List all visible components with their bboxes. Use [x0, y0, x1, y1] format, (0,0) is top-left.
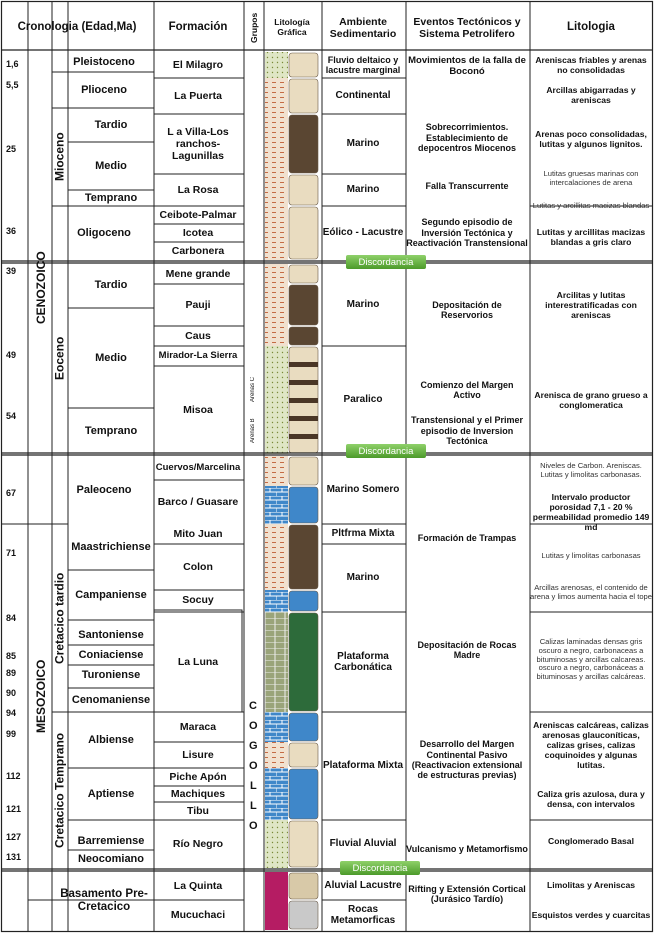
age-label: 36	[6, 225, 17, 236]
lithology-band	[289, 380, 318, 385]
epoch-mioceno: Mioceno	[52, 132, 67, 182]
formation-lisure: Lisure	[182, 748, 214, 761]
group-cogollo-letter: O	[249, 760, 258, 772]
evento-desarrollo-margen: Desarrollo del Margen Continental Pasivo (Reactivacion extensional de estructuras previas)	[411, 739, 523, 781]
lithology-strip	[265, 712, 288, 742]
formation-misoa: Misoa	[183, 403, 213, 416]
age-label: 131	[6, 851, 22, 862]
period-eo-temprano: Temprano	[84, 424, 138, 437]
group-cogollo-letter: L	[250, 780, 257, 792]
lithology-block	[289, 613, 318, 711]
header-formacion: Formación	[168, 21, 228, 34]
litologia-text: Arcillas arenosas, el contenido de arena y limos aumenta hacia el tope	[530, 583, 652, 601]
age-label: 25	[6, 143, 17, 154]
period-barremiense: Barremiense	[77, 834, 145, 847]
litologia-text: Intervalo productor porosidad 7,1 - 20 % permeabilidad promedio 149 md	[532, 492, 650, 532]
litologia-text: Lutitas y arcillitas macizas blandas a gris claro	[536, 227, 646, 247]
lithology-block	[289, 591, 318, 611]
evento-falla: Falla Transcurrente	[425, 180, 509, 191]
evento-segundo-episodio: Segundo episodio de Inversión Tectónica y Reactivación Transtensional	[406, 217, 528, 249]
lithology-block	[289, 743, 318, 767]
lithology-strip	[265, 346, 288, 454]
litologia-text: Niveles de Carbon. Areniscas. Lutitas y limolitas carbonasas.	[540, 461, 642, 479]
age-label: 85	[6, 650, 17, 661]
age-label: 39	[6, 265, 17, 276]
lithology-strip	[265, 872, 288, 930]
evento-sobrecorrimientos: Sobrecorrimientos. Establecimiento de depocentros Miocenos	[417, 122, 516, 154]
formation-machiques: Machiques	[170, 787, 226, 800]
litologia-text: Lutitas y arcillitas macizas blandas	[532, 200, 650, 210]
formation-la-luna: La Luna	[177, 655, 219, 668]
group-cogollo-letter: C	[249, 700, 257, 712]
lithology-block	[289, 327, 318, 345]
ambiente-fluvio: Fluvio deltaico y lacustre marginal	[325, 54, 401, 75]
period-neocomiano: Neocomiano	[77, 852, 144, 865]
formation-pauji: Pauji	[185, 298, 211, 311]
lithology-block	[289, 265, 318, 283]
litologia-text: Areniscas friables y arenas no consolidadas	[535, 55, 647, 75]
ambiente-marino: Marino	[346, 299, 380, 311]
formation-tibu: Tibu	[187, 804, 209, 817]
period-santoniense: Santoniense	[78, 628, 144, 641]
age-label: 84	[6, 612, 17, 623]
formation-la-puerta: La Puerta	[174, 89, 222, 102]
period-turoniense: Turoniense	[81, 668, 141, 681]
litologia-text: Arenas poco consolidadas, lutitas y algunos lignitos.	[535, 129, 647, 149]
lithology-block	[289, 901, 318, 929]
lithology-block	[289, 713, 318, 741]
litologia-text: Esquistos verdes y cuarcitas	[531, 910, 651, 921]
formation-piche-apon: Piche Apón	[169, 770, 227, 783]
formation-colon: Colon	[183, 560, 213, 573]
header-eventos: Eventos Tectónicos y Sistema Petrolifero	[413, 15, 521, 40]
age-label: 99	[6, 728, 17, 739]
litologia-text: Arcillas abigarradas y areniscas	[546, 85, 636, 105]
era-cenozoico: CENOZOICO	[34, 251, 48, 325]
age-label: 49	[6, 349, 17, 360]
period-albiense: Albiense	[88, 733, 134, 746]
formation-caus: Caus	[185, 329, 211, 342]
litologia-text: Lutitas gruesas marinas con intercalaciones de arena	[543, 169, 639, 187]
age-label: 1,6	[6, 58, 19, 69]
lithology-band	[289, 362, 318, 367]
ambiente-fluvial-aluvial: Fluvial Aluvial	[329, 838, 397, 850]
period-coniaciense: Coniaciense	[78, 648, 144, 661]
lithology-strip	[265, 52, 288, 78]
group-cogollo-letter: L	[250, 800, 257, 812]
lithology-strip	[265, 78, 288, 114]
lithology-block	[289, 821, 318, 867]
lithology-strip	[265, 486, 288, 524]
period-maastrichiense: Maastrichiense	[71, 540, 151, 553]
period-plioceno: Plioceno	[81, 83, 127, 96]
ambiente-marino-somero: Marino Somero	[326, 484, 400, 496]
lithology-block	[289, 79, 318, 113]
ambiente-pltfrma: Pltfrma Mixta	[331, 528, 395, 540]
period-campaniense: Campaniense	[75, 588, 147, 601]
formation-la-rosa: La Rosa	[177, 183, 219, 196]
formation-la-quinta: La Quinta	[173, 879, 223, 892]
header-cronologia: Cronologia (Edad,Ma)	[17, 21, 137, 34]
formation-mucuchaci: Mucuchaci	[170, 908, 226, 921]
age-label: 5,5	[6, 79, 19, 90]
litologia-text: Arcilitas y lutitas interestratificadas con areniscas	[545, 290, 637, 320]
evento-comienzo-margen: Comienzo del Margen Activo	[420, 379, 514, 400]
formation-carbonera: Carbonera	[171, 244, 225, 257]
litologia-text: Conglomerado Basal	[548, 836, 634, 847]
lithology-strip	[265, 590, 288, 612]
lithology-block	[289, 207, 318, 259]
group-cogollo-letter: O	[249, 820, 258, 832]
formation-maraca: Maraca	[179, 720, 217, 733]
lithology-strip	[265, 742, 288, 768]
evento-vulcanismo: Vulcanismo y Metamorfismo	[406, 843, 528, 854]
lithology-band	[289, 434, 318, 439]
formation-rio-negro: Río Negro	[172, 837, 224, 850]
period-cenomaniense: Cenomaniense	[71, 693, 151, 706]
lithology-block	[289, 873, 318, 899]
epoch-cretacico-tardio: Cretacico tardio	[52, 572, 67, 664]
age-label: 67	[6, 487, 17, 498]
age-label: 127	[6, 831, 22, 842]
header-grupos: Grupos	[249, 12, 259, 44]
litologia-text: Calizas laminadas densas gris oscuro a negro, carbonaceas a bituminosas y arcillas calcareas. oscuro a negro, carbonáceas a bituminosas y arcillas calcáreas.	[536, 637, 646, 682]
period-mio-tardio: Tardio	[94, 118, 128, 131]
evento-trampas: Formación de Trampas	[417, 532, 517, 543]
litologia-text: Arenisca de grano grueso a conglomeratica	[534, 390, 648, 410]
age-label: 71	[6, 547, 17, 558]
discordancia-badge: Discordancia	[340, 861, 420, 875]
lithology-band	[289, 398, 318, 403]
lithology-block	[289, 285, 318, 325]
period-eo-medio: Medio	[95, 351, 127, 364]
group-arenas-b: Arenas B	[250, 418, 256, 444]
formation-el-milagro: El Milagro	[172, 58, 224, 71]
lithology-block	[289, 769, 318, 819]
group-cogollo-letter: O	[249, 720, 258, 732]
litologia-text: Lutitas y limolitas carbonasas	[541, 550, 641, 560]
formation-barco: Barco / Guasare	[157, 495, 239, 508]
lithology-strip	[265, 612, 288, 712]
evento-transtensional: Transtensional y el Primer episodio de Inversion Tectónica	[410, 415, 524, 447]
group-arenas-c: Arenas C	[250, 376, 256, 402]
group-cogollo-letter: G	[249, 740, 258, 752]
ambiente-eolico: Eólico - Lacustre	[322, 227, 404, 239]
formation-mene-grande: Mene grande	[165, 267, 231, 280]
period-pleistoceno: Pleistoceno	[73, 55, 135, 68]
period-paleoceno: Paleoceno	[76, 483, 132, 496]
age-label: 89	[6, 667, 17, 678]
lithology-block	[289, 457, 318, 485]
litologia-text: Areniscas calcáreas, calizas arenosas glauconíticas, calizas grises, calizas coquinoides y algunas lutitas.	[533, 720, 649, 770]
lithology-strip	[265, 264, 288, 346]
lithology-band	[289, 416, 318, 421]
lithology-strip	[265, 456, 288, 486]
evento-bocono: Movimientos de la falla de Boconó	[408, 55, 526, 77]
ambiente-aluvial-lacustre: Aluvial Lacustre	[324, 880, 402, 892]
ambiente-paralico: Paralico	[343, 394, 383, 406]
lithology-block	[289, 115, 318, 173]
era-mesozoico: MESOZOICO	[34, 659, 48, 733]
lithology-strip	[265, 768, 288, 820]
lithology-block	[289, 175, 318, 205]
header-litologia-grafica: Litología Gráfica	[274, 17, 310, 37]
epoch-eoceno: Eoceno	[52, 336, 67, 380]
lithology-block	[289, 53, 318, 77]
header-ambiente: Ambiente Sedimentario	[329, 15, 397, 40]
ambiente-marino: Marino	[346, 138, 380, 150]
ambiente-marino: Marino	[346, 184, 380, 196]
lithology-strip	[265, 524, 288, 590]
lithology-strip	[265, 206, 288, 260]
formation-mito-juan: Mito Juan	[173, 527, 223, 540]
formation-mirador: Mirador-La Sierra	[158, 349, 238, 361]
period-oligoceno: Oligoceno	[77, 226, 131, 239]
age-label: 112	[6, 770, 21, 781]
evento-rifting: Rifting y Extensión Cortical (Jurásico Tardío)	[408, 883, 526, 904]
ambiente-marino: Marino	[346, 572, 380, 584]
period-eo-tardio: Tardio	[94, 278, 128, 291]
lithology-strip	[265, 174, 288, 206]
period-mio-temprano: Temprano	[84, 191, 138, 204]
formation-ceibote: Ceibote-Palmar	[159, 208, 237, 221]
discordancia-badge: Discordancia	[346, 255, 426, 269]
period-aptiense: Aptiense	[87, 787, 135, 800]
ambiente-plataforma-carbonatica: Plataforma Carbonática	[334, 650, 392, 673]
discordancia-badge: Discordancia	[346, 444, 426, 458]
age-label: 54	[6, 410, 17, 421]
period-basamento: Basamento Pre-Cretacico	[60, 887, 148, 913]
age-label: 94	[6, 707, 17, 718]
ambiente-rocas-metamorficas: Rocas Metamorficas	[330, 903, 396, 926]
ambiente-continental: Continental	[335, 90, 391, 102]
litologia-text: Caliza gris azulosa, dura y densa, con intervalos	[537, 789, 645, 809]
formation-cuervos: Cuervos/Marcelina	[155, 461, 241, 473]
period-mio-medio: Medio	[95, 159, 127, 172]
evento-depositacion-reservorios: Depositación de Reservorios	[432, 299, 502, 320]
header-litologia: Litologia	[567, 21, 615, 34]
formation-la-villa: L a Villa-Los ranchos-Lagunillas	[167, 125, 229, 163]
lithology-strip	[265, 114, 288, 174]
lithology-block	[289, 525, 318, 589]
epoch-cretacico-temprano: Cretacico Temprano	[52, 732, 67, 848]
age-label: 121	[6, 803, 22, 814]
lithology-block	[289, 487, 318, 523]
formation-socuy: Socuy	[182, 593, 214, 606]
age-label: 90	[6, 687, 17, 698]
evento-rocas-madre: Depositación de Rocas Madre	[417, 639, 517, 660]
litologia-text: Limolitas y Areniscas	[546, 880, 636, 891]
formation-icotea: Icotea	[182, 226, 214, 239]
ambiente-plataforma-mixta: Plataforma Mixta	[322, 760, 404, 772]
lithology-strip	[265, 820, 288, 868]
